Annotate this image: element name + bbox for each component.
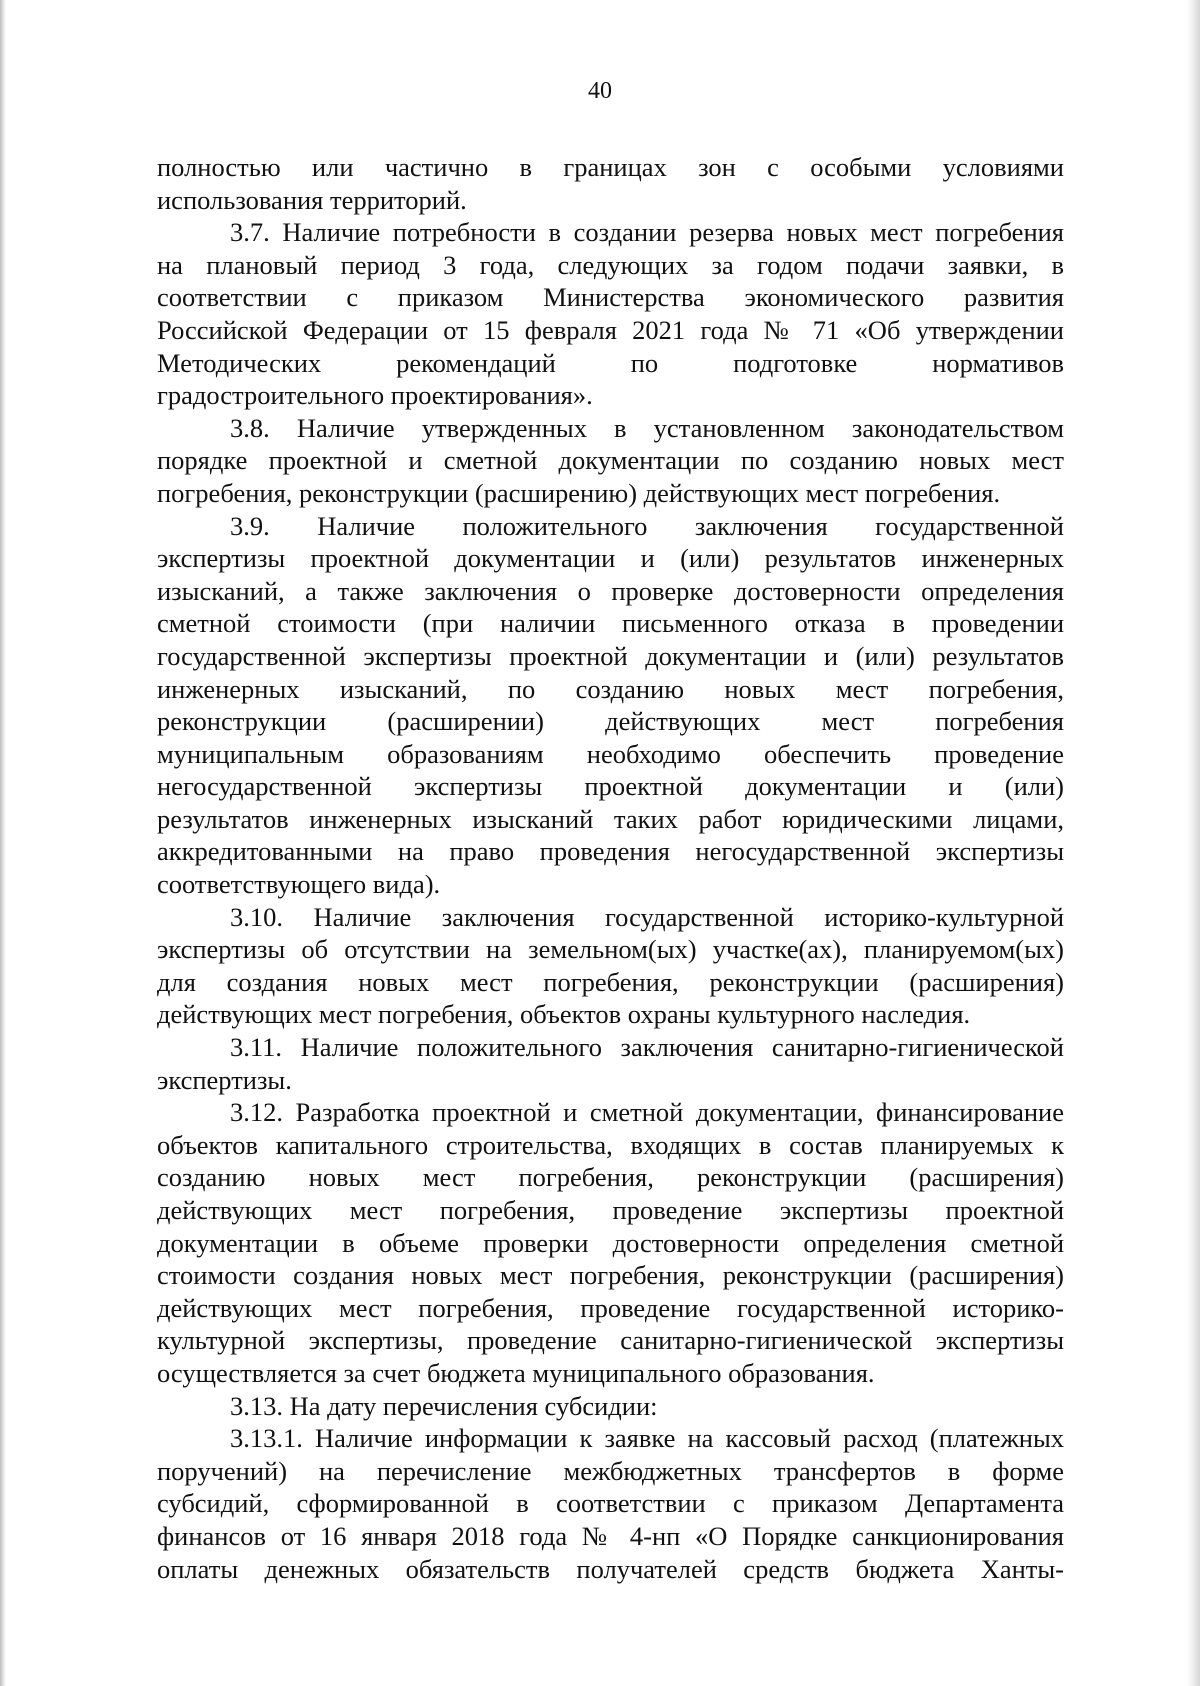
paragraph — [157, 412, 1064, 510]
paragraph — [157, 1422, 1064, 1585]
text-line: субсидий, сформированной в соответствии с приказом Департамента — [157, 1488, 1064, 1519]
text-line: экспертизы. — [157, 1064, 292, 1095]
text-line: негосударственной экспертизы проектной документации и (или) — [157, 771, 1064, 802]
text-line: объектов капитального строительства, входящих в состав планируемых к — [157, 1129, 1064, 1160]
paragraph — [157, 1096, 1064, 1389]
text-line: государственной экспертизы проектной документации и (или) результатов — [157, 640, 1064, 671]
text-line: 3.8. Наличие утвержденных в установленном законодательством — [230, 412, 1064, 443]
text-line: изысканий, а также заключения о проверке достоверности определения — [157, 575, 1064, 606]
text-line: созданию новых мест погребения, реконструкции (расширения) — [157, 1162, 1064, 1193]
text-line: реконструкции (расширении) действующих мест погребения — [157, 706, 1064, 737]
text-line: 3.10. Наличие заключения государственной историко-культурной — [230, 901, 1064, 932]
text-line: оплаты денежных обязательств получателей средств бюджета Ханты- — [157, 1553, 1064, 1584]
text-line: соответствии с приказом Министерства экономического развития — [157, 282, 1064, 313]
text-line: сметной стоимости (при наличии письменного отказа в проведении — [157, 608, 1064, 639]
text-line: 3.12. Разработка проектной и сметной документации, финансирование — [230, 1097, 1064, 1128]
page-number: 40 — [588, 78, 612, 104]
text-line: 3.7. Наличие потребности в создании резерва новых мест погребения — [230, 217, 1064, 248]
text-line: результатов инженерных изысканий таких работ юридическими лицами, — [157, 803, 1064, 834]
text-line: муниципальным образованиям необходимо обеспечить проведение — [157, 738, 1064, 769]
document-body — [157, 151, 1064, 1585]
paragraph — [157, 151, 1064, 216]
text-line: на плановый период 3 года, следующих за годом подачи заявки, в — [157, 249, 1064, 280]
text-line: действующих мест погребения, проведение государственной историко- — [157, 1292, 1064, 1323]
paragraph — [157, 216, 1064, 412]
text-line: осуществляется за счет бюджета муниципального образования. — [157, 1357, 875, 1388]
text-line: погребения, реконструкции (расширению) действующих мест погребения. — [157, 477, 1001, 508]
paragraph — [157, 901, 1064, 1031]
paragraph — [157, 510, 1064, 901]
paragraph — [157, 1031, 1064, 1096]
paragraph — [157, 1390, 1064, 1423]
text-line: 3.11. Наличие положительного заключения санитарно-гигиенической — [230, 1032, 1064, 1063]
text-line: градостроительного проектирования». — [157, 380, 593, 411]
text-line: порядке проектной и сметной документации по созданию новых мест — [157, 445, 1064, 476]
scan-edge-right — [1186, 0, 1200, 1686]
text-line: Российской Федерации от 15 февраля 2021 года № 71 «Об утверждении — [157, 314, 1064, 345]
text-line: действующих мест погребения, проведение экспертизы проектной — [157, 1195, 1064, 1225]
text-line: 3.13. На дату перечисления субсидии: — [230, 1390, 658, 1421]
text-line: документации в объеме проверки достоверности определения сметной — [157, 1227, 1064, 1258]
text-line: культурной экспертизы, проведение санитарно-гигиенической экспертизы — [157, 1325, 1064, 1356]
text-line: Методических рекомендаций по подготовке нормативов — [157, 347, 1064, 378]
text-line: соответствующего вида). — [157, 869, 441, 900]
text-line: поручений) на перечисление межбюджетных трансфертов в форме — [157, 1455, 1064, 1486]
text-line: полностью или частично в границах зон с особыми условиями — [157, 152, 1064, 182]
text-line: использования территорий. — [157, 184, 467, 215]
text-line: аккредитованными на право проведения негосударственной экспертизы — [157, 836, 1064, 867]
text-line: финансов от 16 января 2018 года № 4-нп «О Порядке санкционирования — [157, 1520, 1064, 1551]
text-line: для создания новых мест погребения, реконструкции (расширения) — [157, 966, 1064, 997]
text-line: инженерных изысканий, по созданию новых мест погребения, — [157, 673, 1064, 704]
scan-edge-left — [0, 0, 6, 1686]
text-line: 3.13.1. Наличие информации к заявке на кассовый расход (платежных — [230, 1423, 1064, 1454]
text-line: стоимости создания новых мест погребения, реконструкции (расширения) — [157, 1260, 1064, 1291]
text-line: экспертизы проектной документации и (или) результатов инженерных — [157, 543, 1064, 574]
text-line: экспертизы об отсутствии на земельном(ых) участке(ах), планируемом(ых) — [157, 934, 1064, 965]
text-line: действующих мест погребения, объектов охраны культурного наследия. — [157, 999, 971, 1030]
text-line: 3.9. Наличие положительного заключения государственной — [230, 510, 1064, 541]
